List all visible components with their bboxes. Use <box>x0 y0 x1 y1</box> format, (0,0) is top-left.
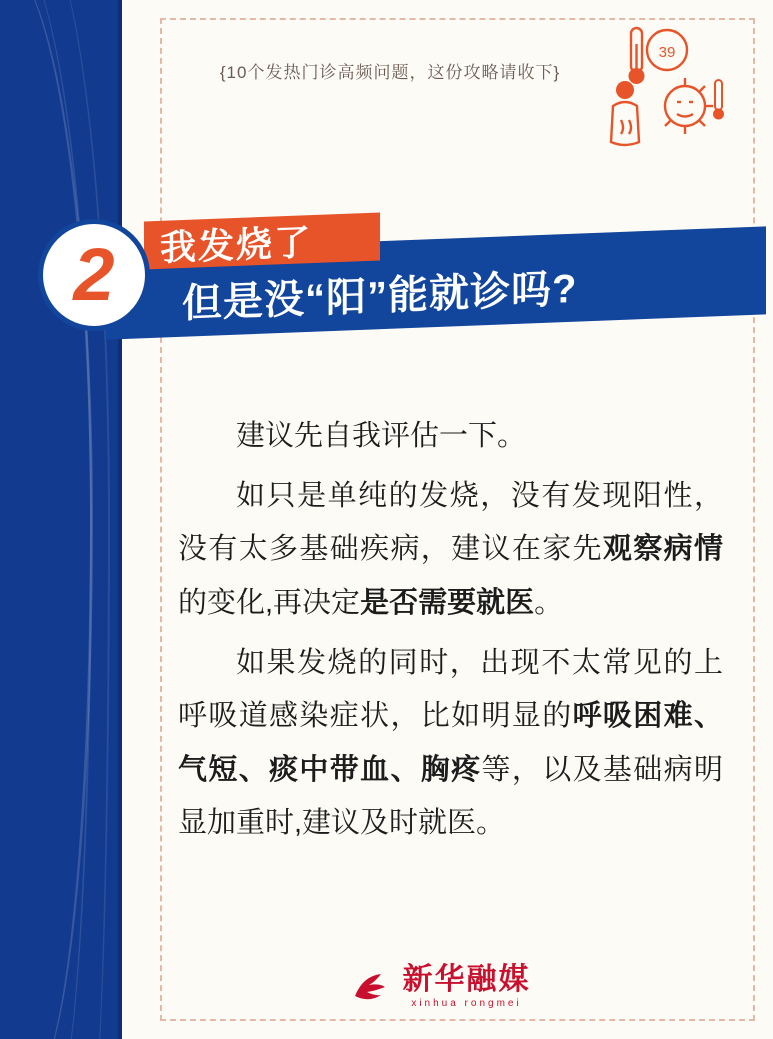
body-text-run: 的变化,再决定 <box>178 586 361 619</box>
left-band-edge <box>118 0 122 1039</box>
answer-paragraph <box>178 470 723 631</box>
small-thermometer-icon <box>713 80 724 120</box>
virus-figure-icon <box>665 78 713 134</box>
answer-paragraph <box>178 410 723 464</box>
wave-line-3 <box>12 0 110 1039</box>
answer-body <box>178 410 723 857</box>
logo-text-en: xinhua rongmei <box>411 998 522 1009</box>
title-line-2: 但是没“阳”能就诊吗? <box>182 266 578 327</box>
body-text-run: 建议先自我评估一下。 <box>236 420 527 452</box>
body-text-run: 。 <box>534 586 564 619</box>
emphasis-text: 是否需要就医 <box>360 586 535 619</box>
thermometer-icon <box>629 28 645 84</box>
thermometer-patient-icon <box>603 24 733 154</box>
question-number-badge <box>38 219 150 331</box>
left-blue-band <box>0 0 118 1039</box>
logo-text-cn: 新华融媒 <box>402 963 531 996</box>
body-text-run: 如只是单纯的发烧，没有发现阳性，没有太多基础疾病，建议在家先 <box>178 479 723 566</box>
footer-logo <box>0 965 773 1009</box>
body-text-run: 等，以及基础病明显加重时,建议及时就医。 <box>178 753 723 840</box>
emphasis-text: 观察病情 <box>602 533 723 566</box>
dashed-frame-top <box>160 18 755 20</box>
header-kicker: {10个发热门诊高频问题，这份攻略请收下} <box>219 63 561 82</box>
temperature-badge <box>647 30 687 70</box>
answer-paragraph <box>178 637 723 852</box>
svg-text:39: 39 <box>658 44 676 61</box>
logo-text-block <box>403 965 531 1009</box>
xinhua-bird-icon <box>353 970 395 1004</box>
header-illustration <box>603 24 733 154</box>
title-banner <box>20 205 753 355</box>
dashed-frame-bottom <box>160 1019 755 1021</box>
title-line-1: 我发烧了 <box>160 221 313 269</box>
emphasis-text: 呼吸困难、气短、痰中带血、胸疼 <box>178 700 723 786</box>
person-figure-icon <box>611 81 639 145</box>
question-number: 2 <box>73 233 115 316</box>
body-text-run: 如果发烧的同时，出现不太常见的上呼吸道感染症状，比如明显的 <box>178 646 723 733</box>
